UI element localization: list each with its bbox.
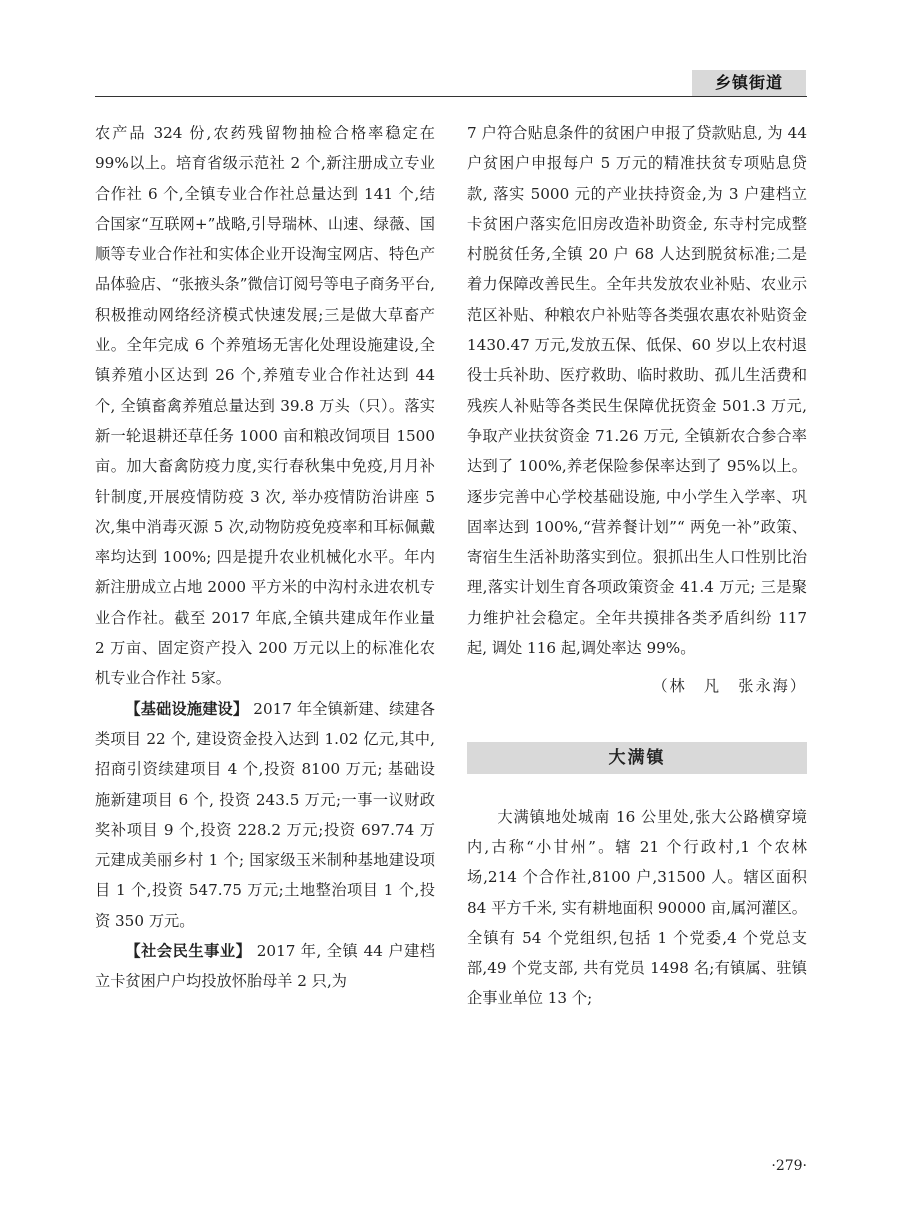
left-paragraph-1: 农产品 324 份,农药残留物抽检合格率稳定在 99%以上。培育省级示范社 2 个,新注册成立专业合作社 6 个,全镇专业合作社总量达到 141 个,结合国家“互联网+”战略,引导瑞林、山速、绿薇、国顺等专业合作社和实体企业开设淘宝网店、特色产品体验店、“张掖头条”微信订阅号等电子商务平台,积极推动网络经济模式快速发展;三是做大草畜产业。全年完成 6 个养殖场无害化处理设施建设,全镇养殖小区达到 26 个,养殖专业合作社达到 44 个, 全镇畜禽养殖总量达到 39.8 万头（只）。落实新一轮退耕还草任务 1000 亩和粮改饲项目 1500 亩。加大畜禽防疫力度,实行春秋集中免疫,月月补针制度,开展疫情防疫 3 次, 举办疫情防治讲座 5 次,集中消毒灭源 5 次,动物防疫免疫率和耳标佩戴率均达到 100%; 四是提升农业机械化水平。年内新注册成立占地 2000 平方米的中沟村永进农机专业合作社。截至 2017 年底,全镇共建成年作业量 2 万亩、固定资产投入 200 万元以上的标准化农机专业合作社 5家。 [95, 124, 435, 688]
section-header-tab: 乡镇街道 [692, 70, 806, 96]
section-title-daman: 大满镇 [467, 742, 807, 774]
page-number: ·279· [771, 1158, 807, 1174]
infrastructure-heading: 【基础设施建设】 [125, 699, 249, 718]
social-welfare-heading: 【社会民生事业】 [125, 942, 252, 961]
left-column [95, 118, 435, 997]
infrastructure-text: 2017 年全镇新建、续建各类项目 22 个, 建设资金投入达到 1.02 亿元,其中,招商引资续建项目 4 个,投资 8100 万元; 基础设施新建项目 6 个, 投资 243.5 万元;一事一议财政奖补项目 9 个,投资 228.2 万元;投资 697.74 万元建成美丽乡村 1 个; 国家级玉米制种基地建设项目 1 个,投资 547.75 万元;土地整治项目 1 个,投资 350 万元。 [95, 699, 436, 930]
social-welfare-text: 2017 年, 全镇 44 户建档立卡贫困户户均投放怀胎母羊 2 只,为 [95, 942, 435, 991]
daman-intro-paragraph: 大满镇地处城南 16 公里处,张大公路横穿境内,古称“小甘州”。辖 21 个行政村,1 个农林场,214 个合作社,8100 户,31500 人。辖区面积 84 平方千米, 实有耕地面积 90000 亩,属河灌区。全镇有 54 个党组织,包括 1 个党委,4 个党总支部,49 个党支部, 共有党员 1498 名;有镇属、驻镇企事业单位 13 个; [467, 807, 807, 1008]
right-paragraph-1: 7 户符合贴息条件的贫困户申报了贷款贴息, 为 44 户贫困户申报每户 5 万元的精准扶贫专项贴息贷款, 落实 5000 元的产业扶持资金,为 3 户建档立卡贫困户落实危旧房改造补助资金, 东寺村完成整村脱贫任务,全镇 20 户 68 人达到脱贫标准;二是着力保障改善民生。全年共发放农业补贴、农业示范区补贴、种粮农户补贴等各类强农惠农补贴资金 1430.47 万元,发放五保、低保、60 岁以上农村退役士兵补助、医疗救助、临时救助、孤儿生活费和残疾人补贴等各类民生保障优抚资金 501.3 万元, 争取产业扶贫资金 71.26 万元, 全镇新农合参合率达到了 100%,养老保险参保率达到了 95%以上。逐步完善中心学校基础设施, 中小学生入学率、巩固率达到 100%,“营养餐计划”“ 两免一补”政策、寄宿生生活补助落实到位。狠抓出生人口性别比治理,落实计划生育各项政策资金 41.4 万元; 三是聚力维护社会稳定。全年共摸排各类矛盾纠纷 117 起, 调处 116 起,调处率达 99%。 [467, 124, 807, 658]
author-byline: （林 凡 张永海） [652, 677, 807, 696]
right-column [467, 118, 807, 1014]
social-welfare-paragraph [95, 936, 435, 997]
infrastructure-paragraph [95, 694, 435, 936]
header-divider [95, 96, 807, 97]
